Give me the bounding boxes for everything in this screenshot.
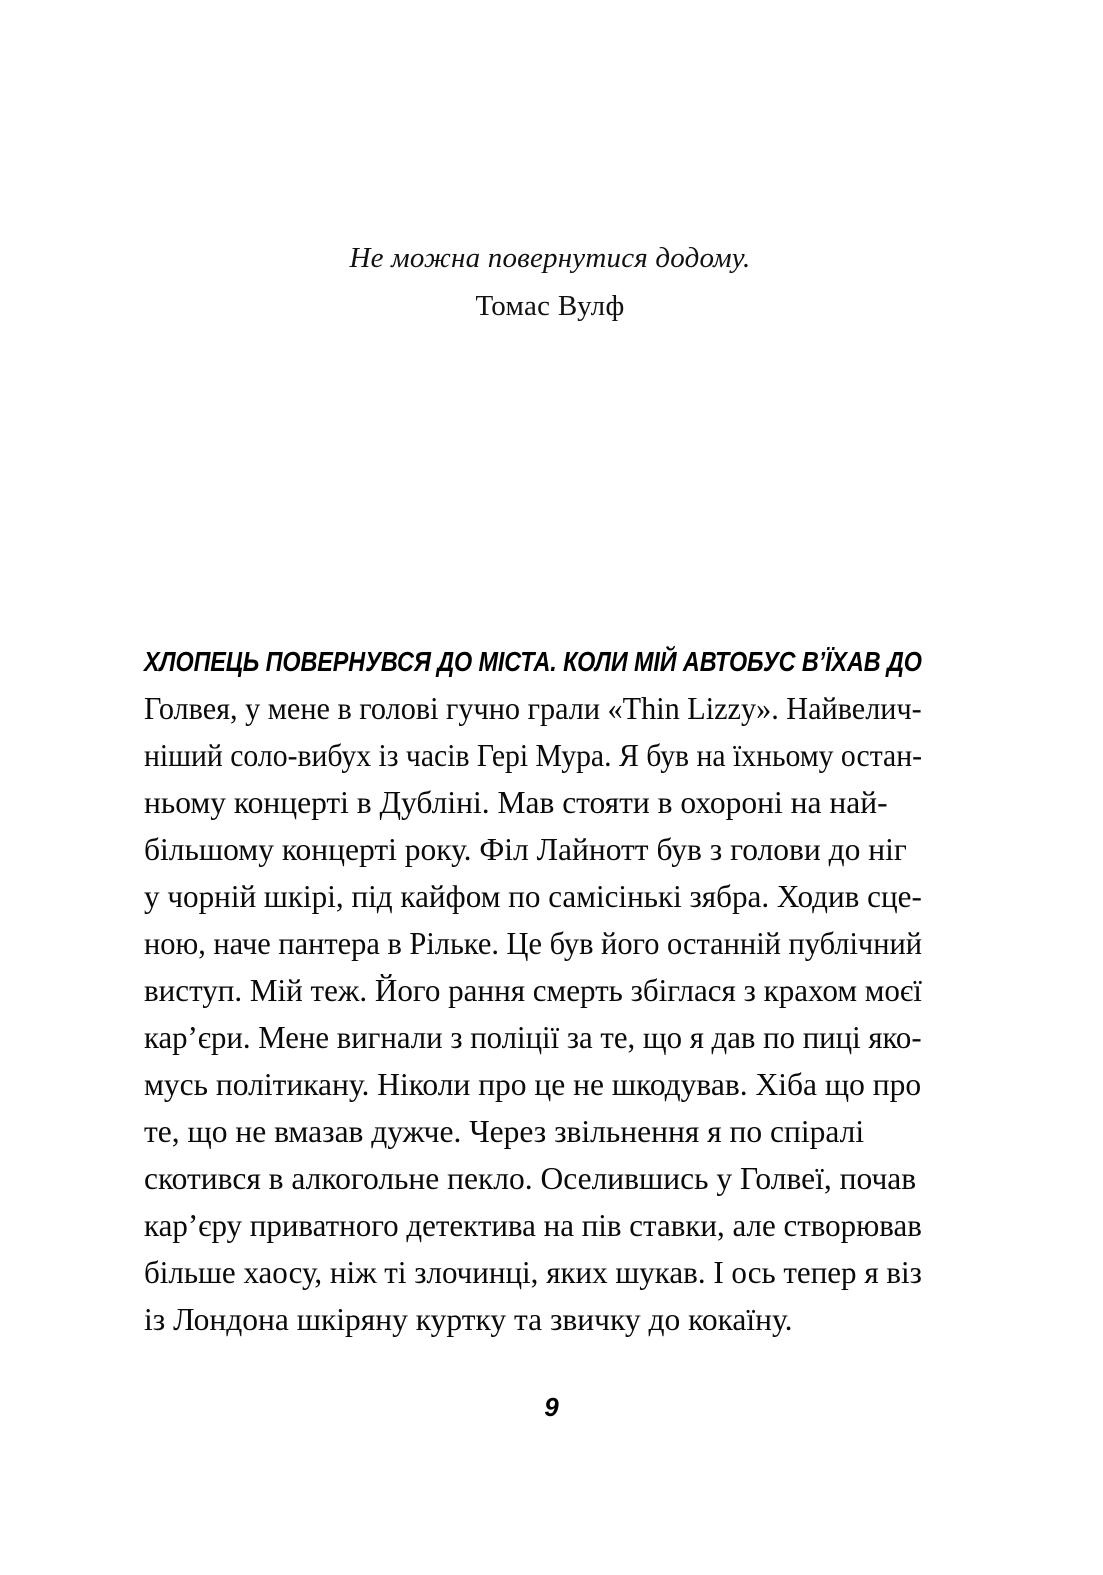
body-line: виступ. Мій теж. Його рання смерть збіглася з крахом моєї — [144, 973, 922, 1008]
body-line: із Лондона шкіряну куртку та звичку до кокаїну. — [144, 1302, 793, 1337]
epigraph-quote: Не можна повернутися додому. — [349, 242, 751, 274]
body-line: більшому концерті року. Філ Лайнотт був з голови до ніг — [144, 832, 907, 867]
epigraph-block — [300, 238, 800, 326]
body-line: те, що не вмазав дужче. Через звільнення я по спіралі — [144, 1114, 865, 1149]
body-line: мусь політикану. Ніколи про це не шкодував. Хіба що про — [144, 1067, 922, 1102]
body-line: кар’єри. Мене вигнали з поліції за те, що я дав по пиці яко- — [144, 1020, 922, 1055]
body-line: у чорній шкірі, під кайфом по самісінькі зябра. Ходив сце- — [144, 879, 922, 914]
body-line: більше хаосу, ніж ті злочинці, яких шукав. І ось тепер я віз — [144, 1255, 922, 1290]
page-number: 9 — [544, 1392, 559, 1422]
body-line: ньому концерті в Дубліні. Мав стояти в охороні на най- — [144, 785, 888, 820]
body-line: кар’єру приватного детектива на пів ставки, але створював — [144, 1208, 922, 1243]
chapter-opening-line: ХЛОПЕЦЬ ПОВЕРНУВСЯ ДО МІСТА. КОЛИ МІЙ АВТОБУС В’ЇХАВ ДО — [144, 646, 922, 677]
body-line: скотився в алкогольне пекло. Оселившись у Голвеї, почав — [144, 1161, 917, 1196]
chapter-body — [144, 638, 922, 1343]
body-line: ніший соло-вибух із часів Гері Мура. Я був на їхньому остан- — [144, 738, 923, 773]
body-line: Голвея, у мене в голові гучно грали «Thin Lizzy». Найвелич- — [144, 691, 922, 726]
body-line: ною, наче пантера в Рільке. Це був його останній публічний — [144, 926, 923, 961]
epigraph-author: Томас Вулф — [475, 290, 625, 322]
